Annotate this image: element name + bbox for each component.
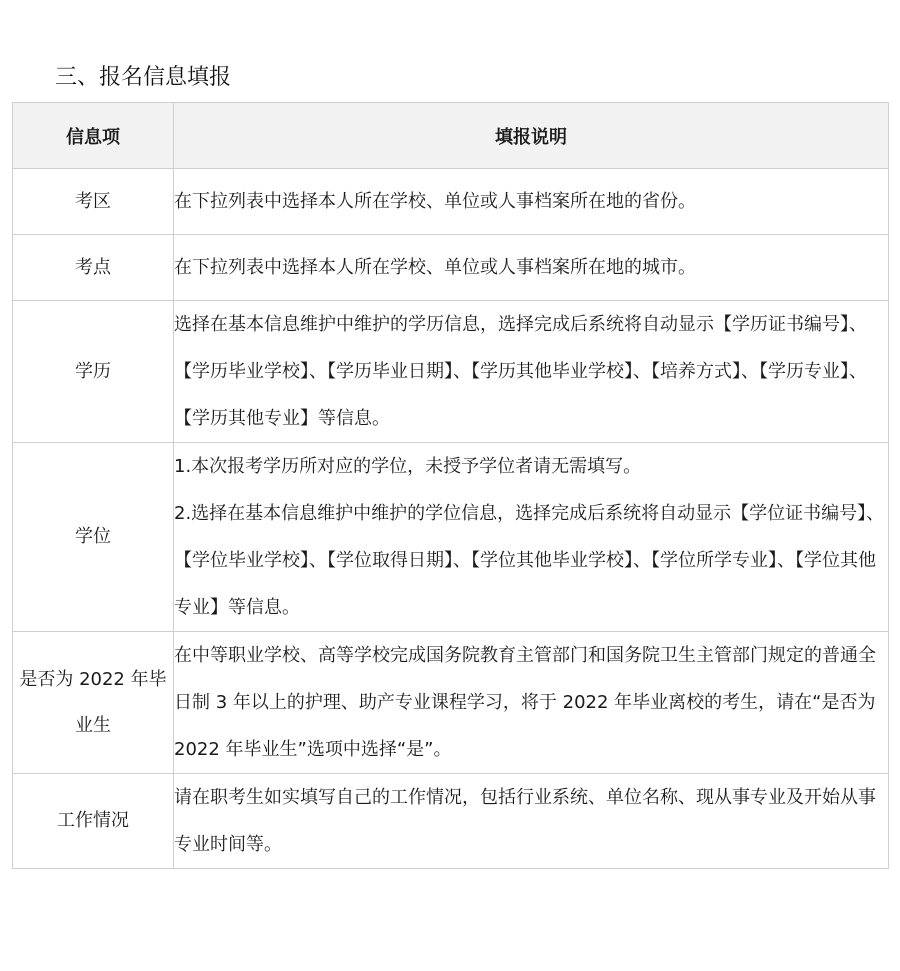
row-desc-work-status <box>174 774 889 869</box>
row-label-graduate-2022: 是否为 2022 年毕业生 <box>13 632 174 774</box>
section-title: 三、报名信息填报 <box>55 65 232 90</box>
header-instructions: 填报说明 <box>174 103 889 169</box>
table-header-row <box>13 103 889 169</box>
row-label-degree: 学位 <box>13 443 174 632</box>
registration-info-table <box>12 102 889 869</box>
desc-text: 1.本次报考学历所对应的学位，未授予学位者请无需填写。 <box>174 456 642 477</box>
desc-text: 在中等职业学校、高等学校完成国务院教育主管部门和国务院卫生主管部门规定的普通全日制 3 年以上的护理、助产专业课程学习，将于 2022 年毕业离校的考生，请在“是否为 2022 年毕业生”选项中选择“是”。 <box>174 645 876 760</box>
desc-text: 选择在基本信息维护中维护的学历信息，选择完成后系统将自动显示【学历证书编号】、【学历毕业学校】、【学历毕业日期】、【学历其他毕业学校】、【培养方式】、【学历专业】、【学历其他专业】等信息。 <box>174 314 867 429</box>
table-row <box>13 632 889 774</box>
desc-text: 请在职考生如实填写自己的工作情况，包括行业系统、单位名称、现从事专业及开始从事专业时间等。 <box>174 787 876 855</box>
table-row <box>13 235 889 301</box>
row-label-exam-site: 考点 <box>13 235 174 301</box>
row-label-education: 学历 <box>13 301 174 443</box>
table-row <box>13 169 889 235</box>
row-label-work-status: 工作情况 <box>13 774 174 869</box>
desc-text: 在下拉列表中选择本人所在学校、单位或人事档案所在地的省份。 <box>174 191 696 212</box>
desc-text: 在下拉列表中选择本人所在学校、单位或人事档案所在地的城市。 <box>174 257 696 278</box>
row-desc-exam-region <box>174 169 889 235</box>
header-info-item: 信息项 <box>13 103 174 169</box>
table-row <box>13 774 889 869</box>
desc-text: 2.选择在基本信息维护中维护的学位信息，选择完成后系统将自动显示【学位证书编号】、【学位毕业学校】、【学位取得日期】、【学位其他毕业学校】、【学位所学专业】、【学位其他专业】等信息。 <box>174 503 885 618</box>
table-row <box>13 443 889 632</box>
row-desc-education <box>174 301 889 443</box>
row-desc-graduate-2022 <box>174 632 889 774</box>
row-label-exam-region: 考区 <box>13 169 174 235</box>
row-desc-degree <box>174 443 889 632</box>
row-desc-exam-site <box>174 235 889 301</box>
table-row <box>13 301 889 443</box>
